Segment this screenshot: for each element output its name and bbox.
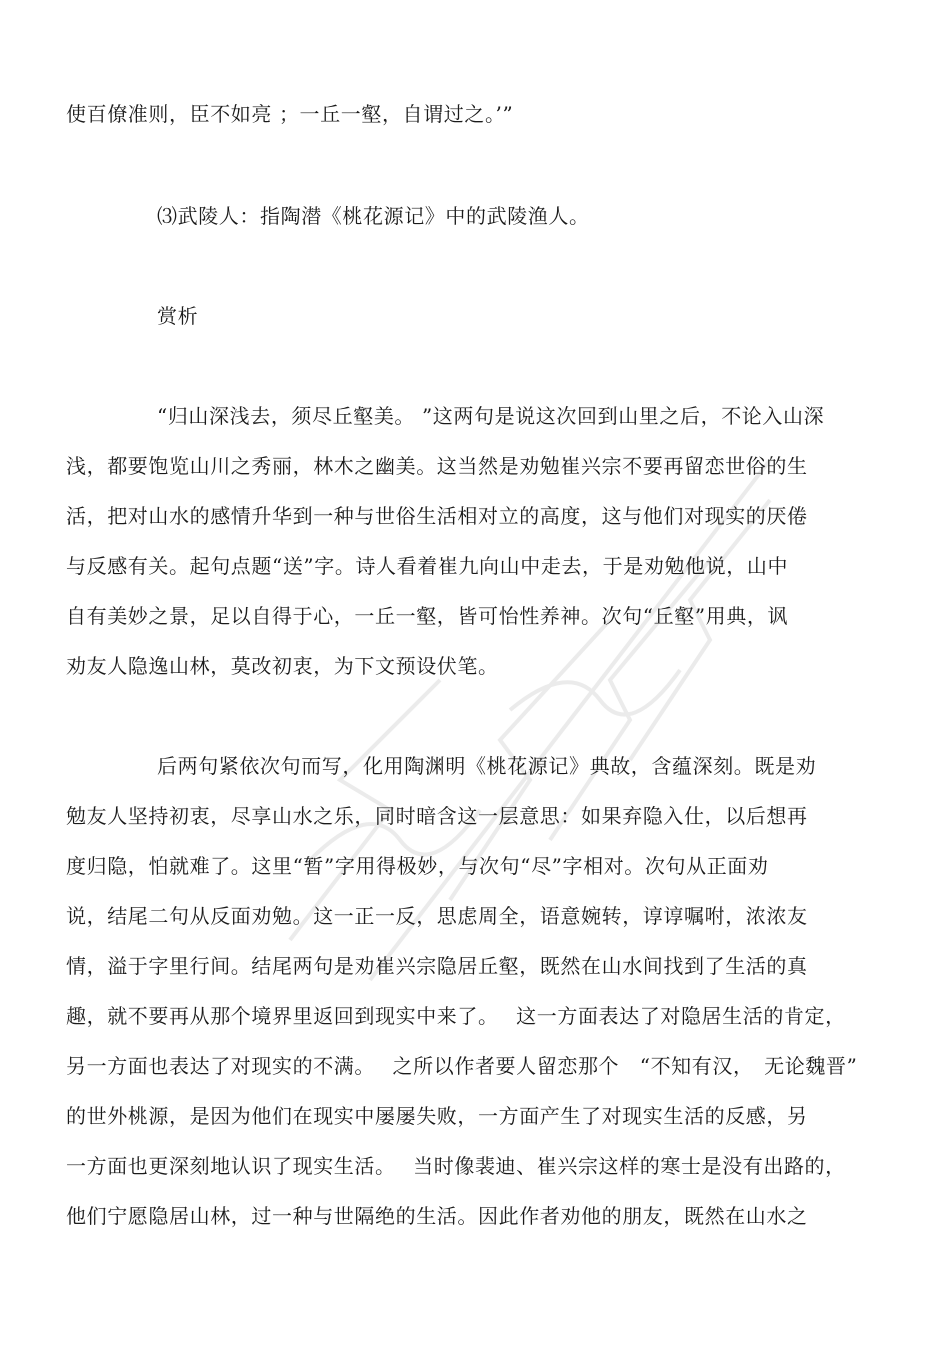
text-line: 与反感有关。起句点题“送”字。诗人看着崔九向山中走去，于是劝勉他说，山中 bbox=[66, 554, 789, 578]
text-line: 劝友人隐逸山林，莫改初衷，为下文预设伏笔。 bbox=[66, 654, 499, 678]
text-line: 勉友人坚持初衷，尽享山水之乐，同时暗含这一层意思：如果弃隐入仕，以后想再 bbox=[66, 804, 808, 828]
text-line: 后两句紧依次句而写，化用陶渊明《桃花源记》典故，含蕴深刻。既是劝 bbox=[157, 754, 817, 778]
text-line: 情，溢于字里行间。结尾两句是劝崔兴宗隐居丘壑，既然在山水间找到了生活的真 bbox=[66, 954, 808, 978]
text-line: “归山深浅去，须尽丘壑美。 ”这两句是说这次回到山里之后，不论入山深 bbox=[157, 404, 825, 428]
section-heading: 赏析 bbox=[157, 304, 199, 328]
text-line: 他们宁愿隐居山林，过一种与世隔绝的生活。因此作者劝他的朋友，既然在山水之 bbox=[66, 1204, 808, 1228]
text-line: 趣，就不要再从那个境界里返回到现实中来了。 这一方面表达了对隐居生活的肯定， bbox=[66, 1004, 846, 1028]
text-line: 的世外桃源，是因为他们在现实中屡屡失败，一方面产生了对现实生活的反感，另 bbox=[66, 1104, 808, 1128]
text-line: 一方面也更深刻地认识了现实生活。 当时像裴迪、崔兴宗这样的寒士是没有出路的， bbox=[66, 1154, 846, 1178]
text-line: 自有美妙之景，足以自得于心，一丘一壑，皆可怡性养神。次句“丘壑”用典，讽 bbox=[66, 604, 789, 628]
text-line: 度归隐，怕就难了。这里“暂”字用得极妙，与次句“尽”字相对。次句从正面劝 bbox=[66, 854, 769, 878]
text-line: 另一方面也表达了对现实的不满。 之所以作者要人留恋那个 “不知有汉， 无论魏晋” bbox=[66, 1054, 858, 1078]
text-line: 浅，都要饱览山川之秀丽，林木之幽美。这当然是劝勉崔兴宗不要再留恋世俗的生 bbox=[66, 454, 808, 478]
text-line: ⑶武陵人：指陶潜《桃花源记》中的武陵渔人。 bbox=[157, 204, 590, 228]
text-line: 说，结尾二句从反面劝勉。这一正一反，思虑周全，语意婉转，谆谆嘱咐，浓浓友 bbox=[66, 904, 808, 928]
text-line: 使百僚准则，臣不如亮 ；一丘一壑，自谓过之。’” bbox=[66, 102, 514, 126]
text-line: 活，把对山水的感情升华到一种与世俗生活相对立的高度，这与他们对现实的厌倦 bbox=[66, 504, 808, 528]
